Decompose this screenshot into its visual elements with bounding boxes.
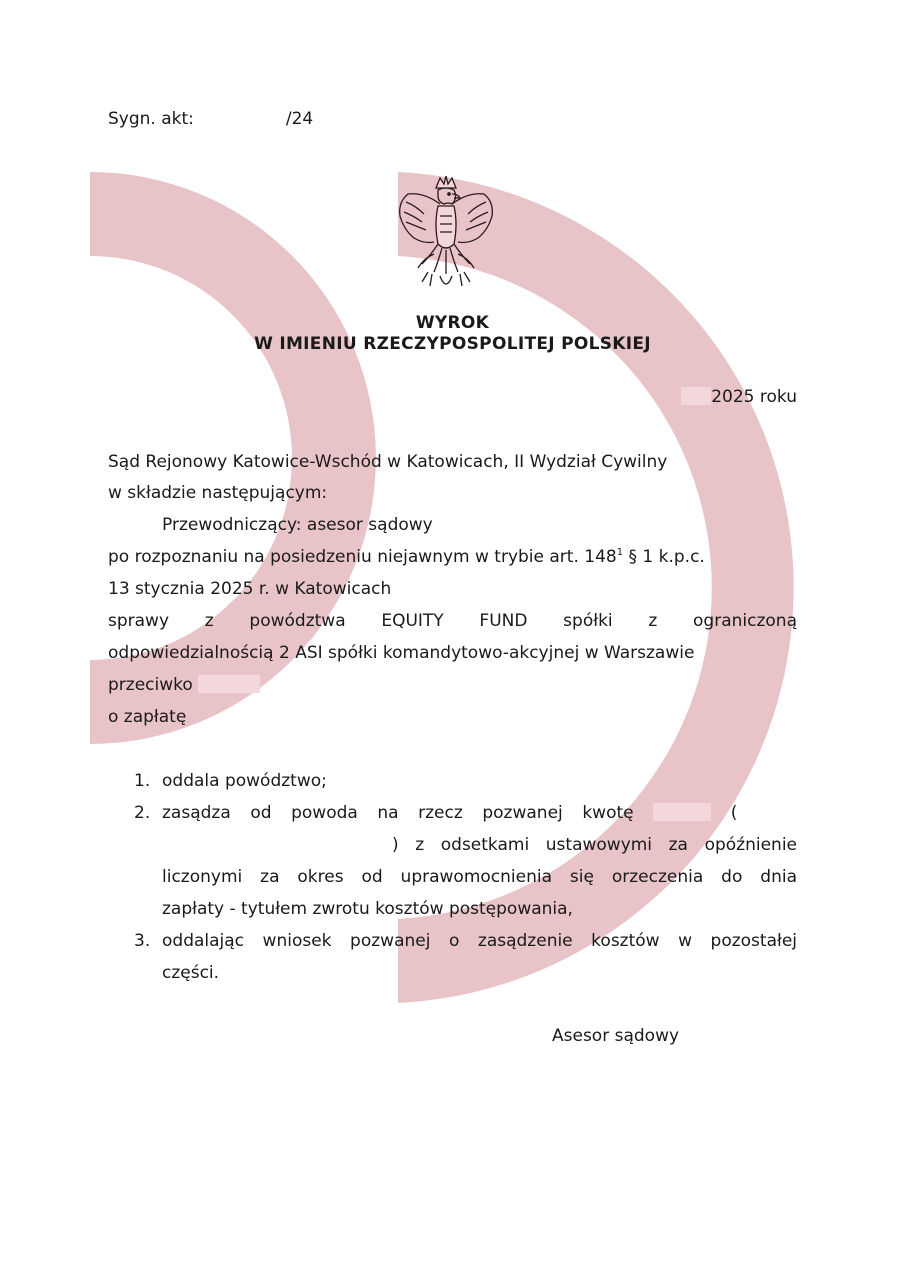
hearing-date-place: 13 stycznia 2025 r. w Katowicach [108,579,392,599]
court-composition: w składzie następującym: [108,483,328,503]
ruling-item-1 [162,770,797,802]
presiding-judge-label: Przewodniczący: asesor sądowy [162,515,433,535]
defendant-label: przeciwko [108,675,193,695]
redaction [757,803,797,821]
procedure-basis-paragraph: § 1 k.p.c. [623,547,705,567]
redaction [198,675,260,693]
signature-label: Asesor sądowy [552,1026,680,1046]
ruling-text-line [162,834,797,866]
procedure-basis-text: po rozpoznaniu na posiedzeniu niejawnym w trybie art. 148 [108,547,617,567]
case-parties-line1: sprawy z powództwa EQUITY FUND spółki z ograniczoną [108,611,797,631]
ruling-number: 1. [134,771,151,791]
ruling-text-line: części. [162,963,220,983]
judgment-subtitle: W IMIENIU RZECZYPOSPOLITEJ POLSKIEJ [254,334,651,354]
redaction [681,387,711,405]
judgment-title: WYROK [415,313,490,333]
defendant-line [108,674,260,696]
redaction [194,109,286,127]
case-signature [108,108,313,130]
case-parties-line2: odpowiedzialnością 2 ASI spółki komandytowo-akcyjnej w Warszawie [108,643,695,663]
ruling-number: 3. [134,931,151,951]
ruling-text: oddala powództwo; [162,771,327,791]
case-signature-label: Sygn. akt: [108,109,194,129]
ruling-text: ( [730,803,738,823]
judgment-date [681,386,797,408]
redaction [162,835,392,853]
ruling-text-line: zapłaty - tytułem zwrotu kosztów postępowania, [162,899,573,919]
signature-block [552,1025,758,1047]
ruling-item-3 [162,930,797,994]
case-subject: o zapłatę [108,707,187,727]
ruling-text-line: liczonymi za okres od uprawomocnienia się orzeczenia do dnia [162,867,797,887]
redaction [684,1026,758,1044]
procedure-basis-superscript: 1 [616,547,624,558]
judgment-date-year: 2025 roku [711,387,797,407]
ruling-text: zasądza od powoda na rzecz pozwanej kwotę [162,803,634,823]
eagle-emblem-icon [394,172,498,298]
case-signature-suffix: /24 [285,109,314,129]
ruling-text-line [162,802,797,834]
ruling-item-2 [162,802,797,930]
ruling-number: 2. [134,803,151,823]
redaction [438,515,520,533]
ruling-text: ) z odsetkami ustawowymi za opóźnienie [392,835,797,855]
redaction [653,803,711,821]
ruling-text-line: oddalając wniosek pozwanej o zasądzenie kosztów w pozostałej [162,931,797,951]
court-name: Sąd Rejonowy Katowice-Wschód w Katowicach, II Wydział Cywilny [108,452,668,472]
presiding-judge [162,514,520,536]
procedure-basis [108,546,705,568]
